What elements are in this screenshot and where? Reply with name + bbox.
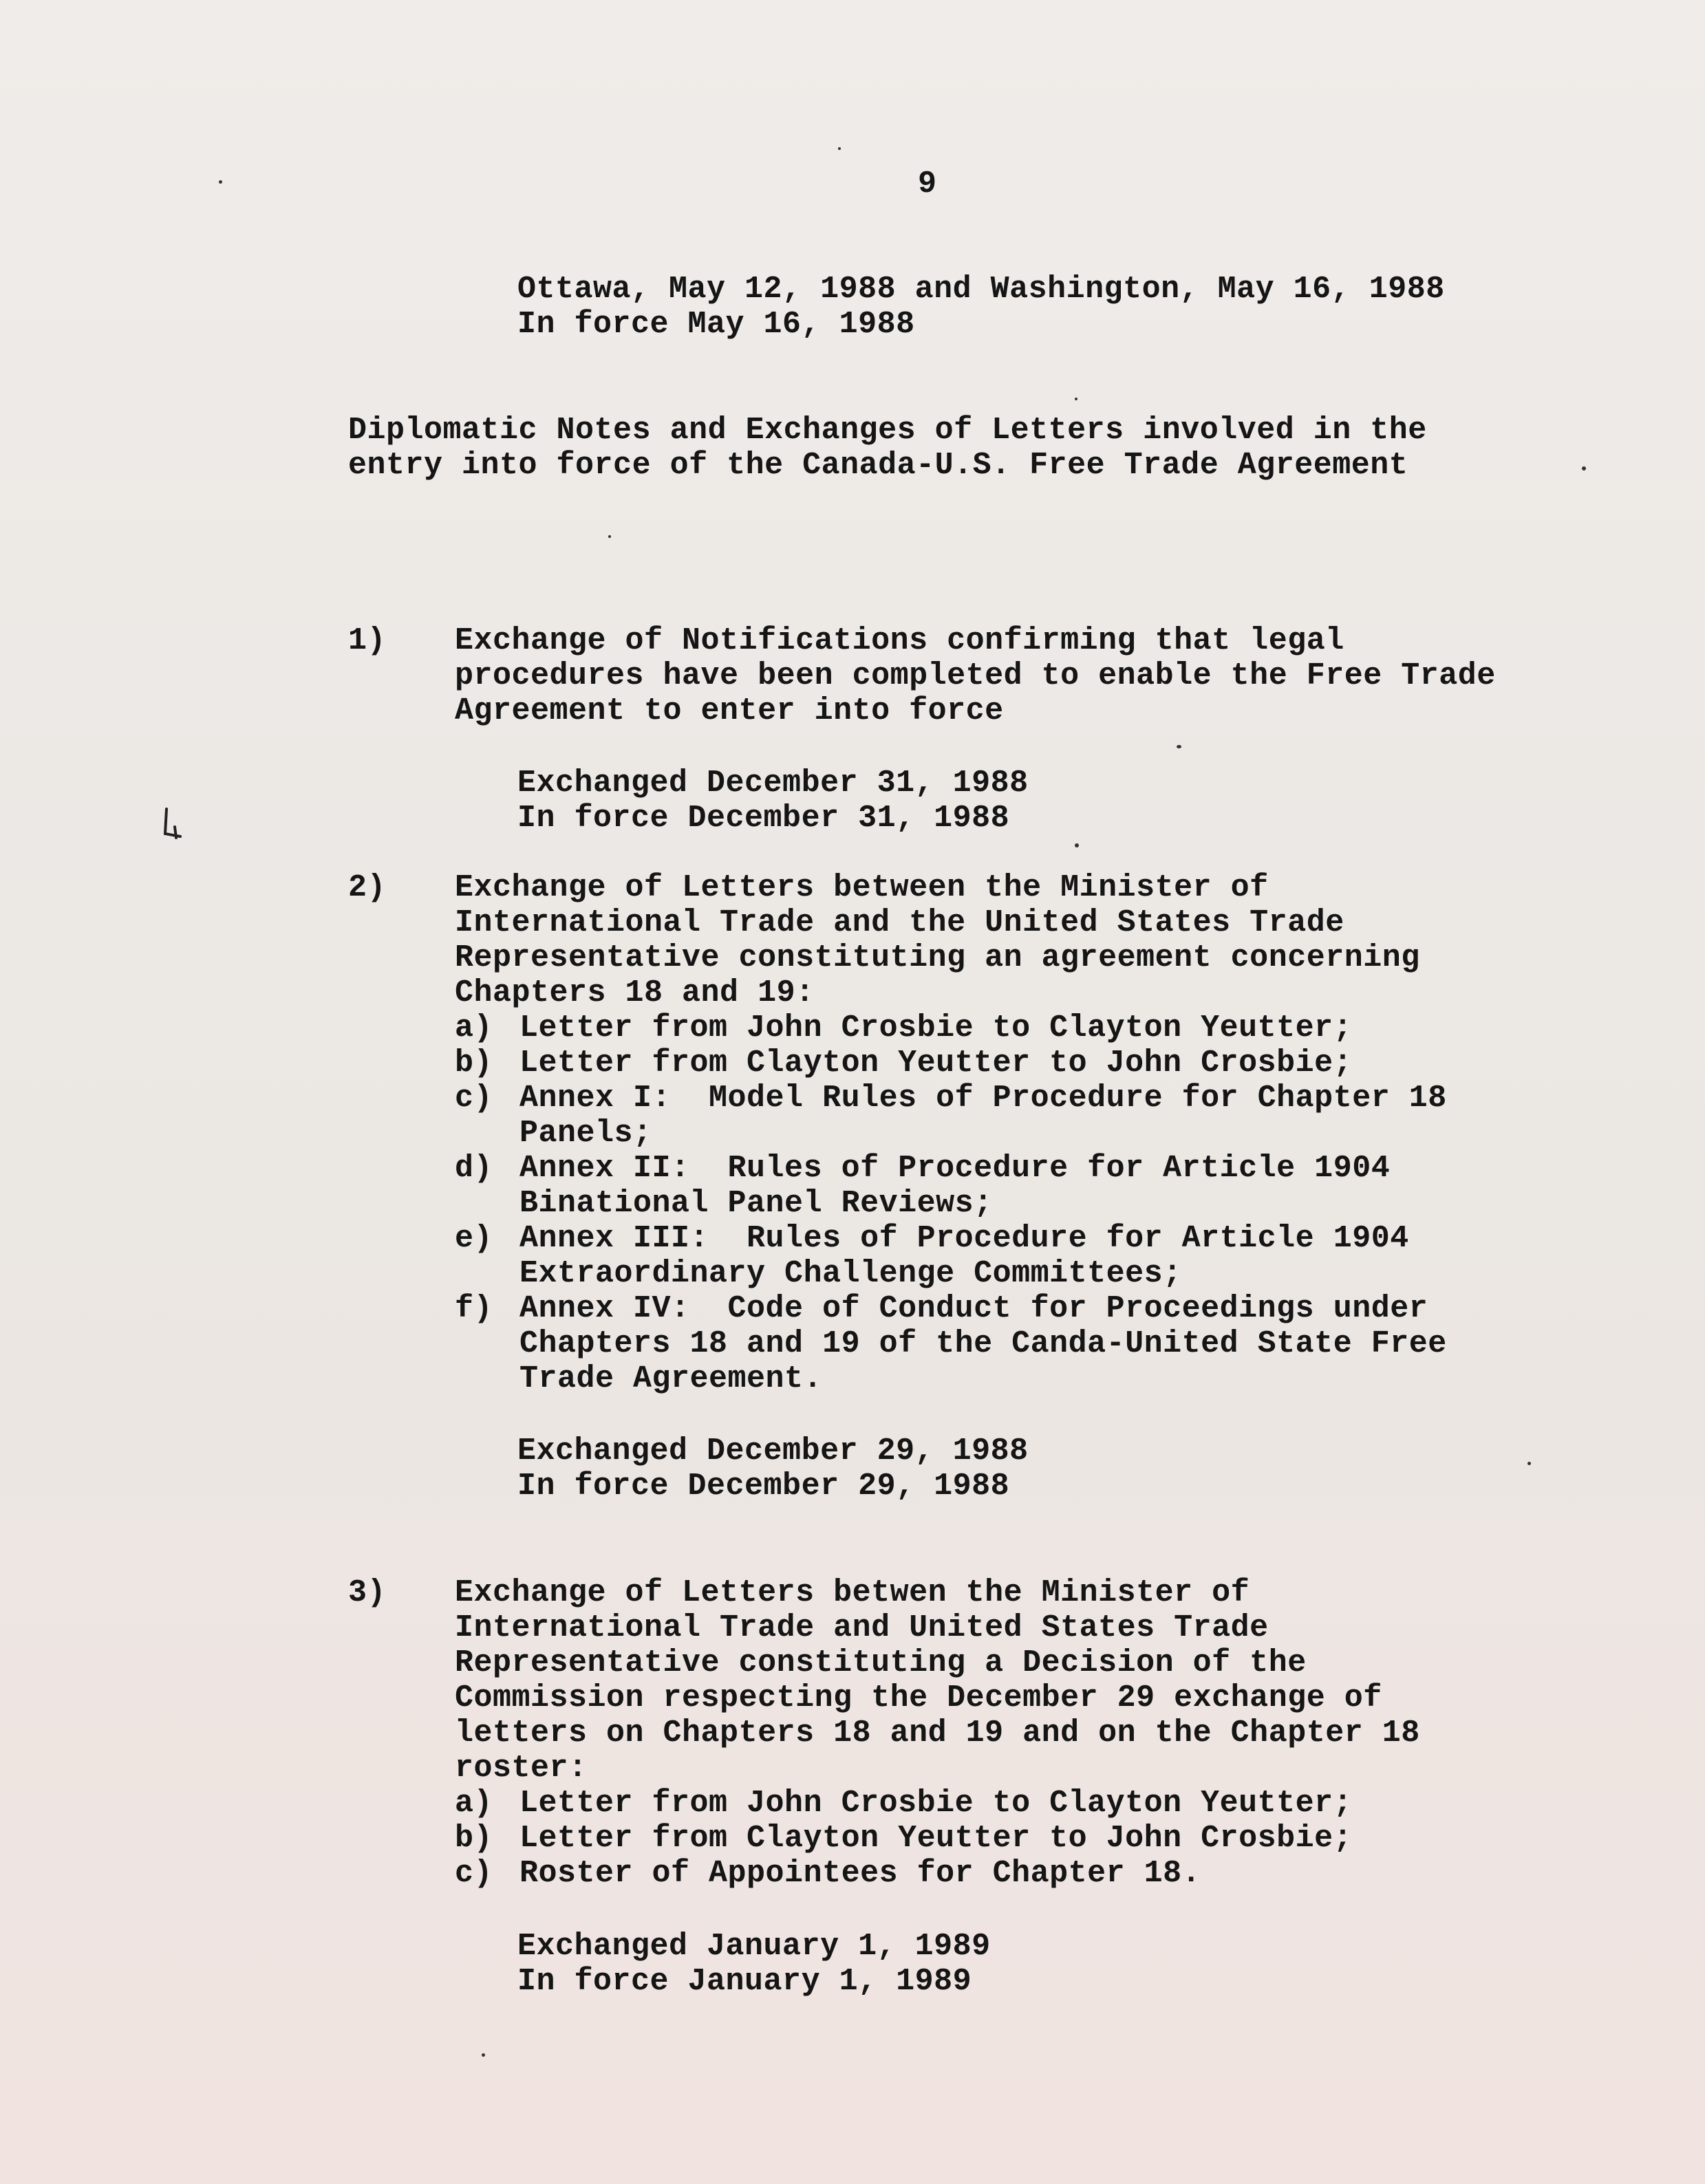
subitem-text: Annex III: Rules of Procedure for Article 1904 bbox=[519, 1221, 1409, 1256]
page-number: 9 bbox=[918, 166, 937, 202]
subitem-letter: c) bbox=[455, 1856, 493, 1891]
item-2 bbox=[348, 870, 1447, 1396]
subitem-b bbox=[455, 1821, 1420, 1856]
header-line-2: In force May 16, 1988 bbox=[517, 307, 915, 342]
subitem-text: Annex IV: Code of Conduct for Proceedings under bbox=[519, 1291, 1428, 1326]
item-body bbox=[455, 870, 1447, 1396]
exchanged-date: Exchanged December 31, 1988 bbox=[517, 766, 1029, 801]
scan-speck bbox=[1582, 466, 1586, 471]
item-2-dates bbox=[517, 1434, 1029, 1504]
subitem-text: Roster of Appointees for Chapter 18. bbox=[519, 1856, 1201, 1891]
subitem-letter: d) bbox=[455, 1151, 493, 1186]
exchanged-date: Exchanged January 1, 1989 bbox=[517, 1929, 991, 1964]
item-number: 3) bbox=[348, 1575, 387, 1610]
item-line: Chapters 18 and 19: bbox=[455, 975, 815, 1010]
header-line-1: Ottawa, May 12, 1988 and Washington, May 16, 1988 bbox=[517, 272, 1445, 307]
scan-speck bbox=[838, 147, 841, 150]
item-3 bbox=[348, 1575, 1420, 1891]
subitem-b bbox=[455, 1046, 1447, 1081]
item-body bbox=[455, 1575, 1420, 1891]
scan-speck bbox=[608, 535, 611, 538]
item-line: International Trade and United States Trade bbox=[455, 1610, 1269, 1645]
margin-mark bbox=[160, 806, 187, 841]
subitem-letter: b) bbox=[455, 1821, 493, 1856]
subitem-letter: a) bbox=[455, 1010, 493, 1046]
scan-speck bbox=[482, 2053, 485, 2057]
subitem-text: Letter from Clayton Yeutter to John Crosbie; bbox=[519, 1046, 1353, 1081]
in-force-date: In force January 1, 1989 bbox=[517, 1964, 972, 1999]
item-body bbox=[455, 623, 1496, 728]
subitem-text: Annex II: Rules of Procedure for Article 1904 bbox=[519, 1151, 1391, 1186]
in-force-date: In force December 29, 1988 bbox=[517, 1469, 1010, 1504]
subitem-a bbox=[455, 1010, 1447, 1046]
item-1-dates bbox=[517, 766, 1029, 836]
subitem-text: Letter from Clayton Yeutter to John Crosbie; bbox=[519, 1821, 1353, 1856]
subitem-text: Letter from John Crosbie to Clayton Yeutter; bbox=[519, 1010, 1353, 1046]
item-line: Exchange of Letters betwen the Minister of bbox=[455, 1575, 1250, 1610]
subitem-letter: c) bbox=[455, 1081, 493, 1116]
item-number: 2) bbox=[348, 870, 387, 905]
subitem-text-cont: Trade Agreement. bbox=[519, 1361, 823, 1396]
header-block bbox=[517, 272, 1445, 342]
scan-speck bbox=[219, 180, 222, 184]
scan-speck bbox=[1075, 843, 1079, 847]
item-line: Exchange of Notifications confirming that legal bbox=[455, 623, 1344, 658]
scan-speck bbox=[1177, 745, 1181, 748]
item-1 bbox=[348, 623, 1496, 764]
item-line: Exchange of Letters between the Minister of bbox=[455, 870, 1269, 905]
scan-speck bbox=[1075, 398, 1077, 400]
in-force-date: In force December 31, 1988 bbox=[517, 801, 1010, 836]
subitem-letter: a) bbox=[455, 1786, 493, 1821]
item-line: Representative constituting a Decision of the bbox=[455, 1645, 1307, 1680]
subitem-text: Annex I: Model Rules of Procedure for Chapter 18 bbox=[519, 1081, 1447, 1116]
subitem-c bbox=[455, 1856, 1420, 1891]
subitem-text-cont: Binational Panel Reviews; bbox=[519, 1186, 993, 1221]
item-line: International Trade and the United States Trade bbox=[455, 905, 1344, 940]
subitem-letter: f) bbox=[455, 1291, 493, 1326]
item-line: Agreement to enter into force bbox=[455, 693, 1004, 728]
scan-speck bbox=[1527, 1462, 1531, 1465]
subitem-text-cont: Extraordinary Challenge Committees; bbox=[519, 1256, 1182, 1291]
intro-heading bbox=[348, 413, 1427, 483]
intro-line-1: Diplomatic Notes and Exchanges of Letters involved in the bbox=[348, 413, 1427, 448]
exchanged-date: Exchanged December 29, 1988 bbox=[517, 1434, 1029, 1469]
item-line: roster: bbox=[455, 1751, 588, 1786]
item-line: letters on Chapters 18 and 19 and on the Chapter 18 bbox=[455, 1716, 1420, 1751]
subitem-d bbox=[455, 1151, 1447, 1221]
intro-line-2: entry into force of the Canada-U.S. Free Trade Agreement bbox=[348, 448, 1408, 483]
subitem-text-cont: Panels; bbox=[519, 1116, 652, 1151]
subitem-c bbox=[455, 1081, 1447, 1151]
item-3-dates bbox=[517, 1929, 991, 1999]
subitem-e bbox=[455, 1221, 1447, 1291]
subitem-a bbox=[455, 1786, 1420, 1821]
subitem-letter: b) bbox=[455, 1046, 493, 1081]
subitem-f bbox=[455, 1291, 1447, 1396]
subitem-letter: e) bbox=[455, 1221, 493, 1256]
item-line: Representative constituting an agreement concerning bbox=[455, 940, 1420, 975]
item-line: Commission respecting the December 29 exchange of bbox=[455, 1680, 1382, 1716]
subitem-text: Letter from John Crosbie to Clayton Yeutter; bbox=[519, 1786, 1353, 1821]
item-number: 1) bbox=[348, 623, 387, 658]
item-line: procedures have been completed to enable the Free Trade bbox=[455, 658, 1496, 693]
subitem-text-cont: Chapters 18 and 19 of the Canda-United State Free bbox=[519, 1326, 1447, 1361]
